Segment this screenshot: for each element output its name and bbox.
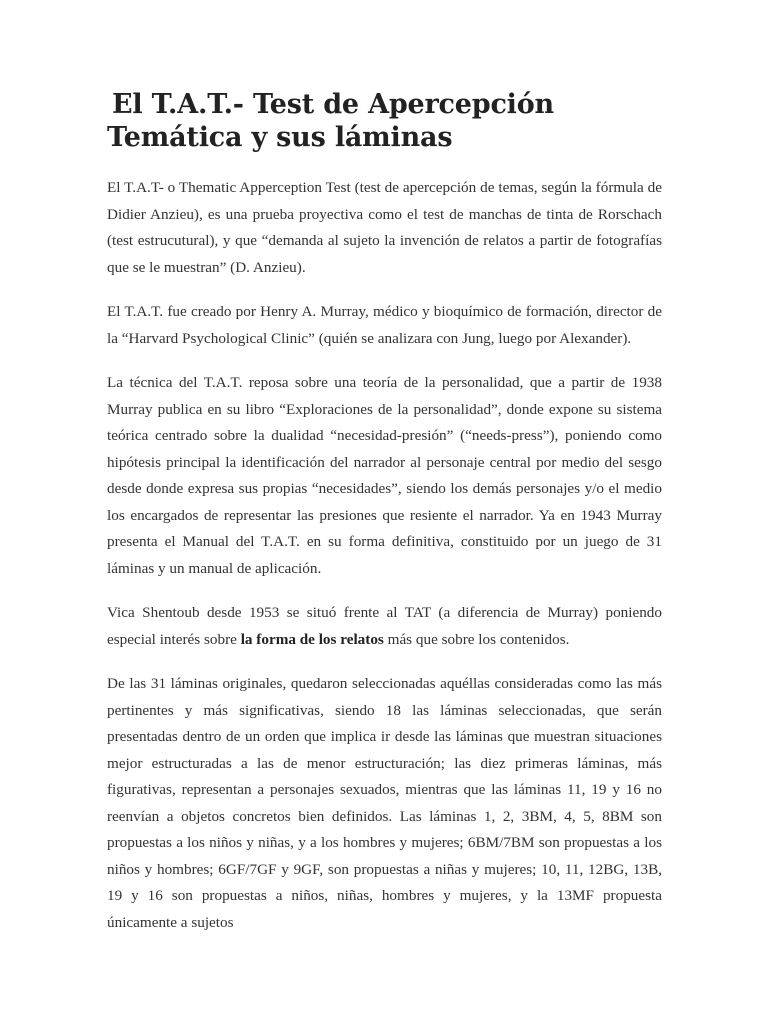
paragraph-3: La técnica del T.A.T. reposa sobre una teoría de la personalidad, que a partir de 1938 Murray publica en su libro “Exploraciones de la personalidad”, donde expone su sistema teórica centrado sobre la dualidad “necesidad-presión” (“needs-press”), poniendo como hipótesis principal la identificación del narrador al personaje central por medio del sesgo desde donde expresa sus propias “necesidades”, siendo los demás personajes y/o el medio los encargados de representar las presiones que resiente el narrador. Ya en 1943 Murray presenta el Manual del T.A.T. en su forma definitiva, constituido por un juego de 31 láminas y un manual de aplicación. xyxy=(107,374,662,577)
paragraph-2: El T.A.T. fue creado por Henry A. Murray, médico y bioquímico de formación, director de la “Harvard Psychological Clinic” (quién se analizara con Jung, luego por Alexander). xyxy=(107,303,662,347)
paragraph-4-text-start: Vica Shentoub desde 1953 se situó frente al TAT (a diferencia de Murray) poniendo especial interés sobre xyxy=(107,604,662,648)
paragraph-5: De las 31 láminas originales, quedaron seleccionadas aquéllas consideradas como las más pertinentes y más significativas, siendo 18 las láminas seleccionadas, que serán presentadas dentro de un orden que implica ir desde las láminas que muestran situaciones mejor estructuradas a las de menor estructuración; las diez primeras láminas, más figurativas, representan a personajes sexuados, mientras que las láminas 11, 19 y 16 no reenvían a objetos concretos bien definidos. Las láminas 1, 2, 3BM, 4, 5, 8BM son propuestas a los niños y niñas, y a los hombres y mujeres; 6BM/7BM son propuestas a los niños y hombres; 6GF/7GF y 9GF, son propuestas a niñas y mujeres; 10, 11, 12BG, 13B, 19 y 16 son propuestas a niños, niñas, hombres y mujeres, y la 13MF propuesta únicamente a sujetos xyxy=(107,675,662,931)
paragraph-1: El T.A.T- o Thematic Apperception Test (test de apercepción de temas, según la fórmula de Didier Anzieu), es una prueba proyectiva como el test de manchas de tinta de Rorschach (test estrucutural), y que “demanda al sujeto la invención de relatos a partir de fotografías que se le muestran” (D. Anzieu). xyxy=(107,179,662,276)
paragraph-4 xyxy=(107,600,662,653)
title-line-1: El T.A.T.- Test de Apercepción xyxy=(112,89,554,120)
title-line-2: Temática y sus láminas xyxy=(107,122,453,153)
article-title xyxy=(107,88,662,154)
paragraph-4-text-end: más que sobre los contenidos. xyxy=(383,630,570,648)
paragraph-4-bold-phrase: la forma de los relatos xyxy=(240,630,384,648)
